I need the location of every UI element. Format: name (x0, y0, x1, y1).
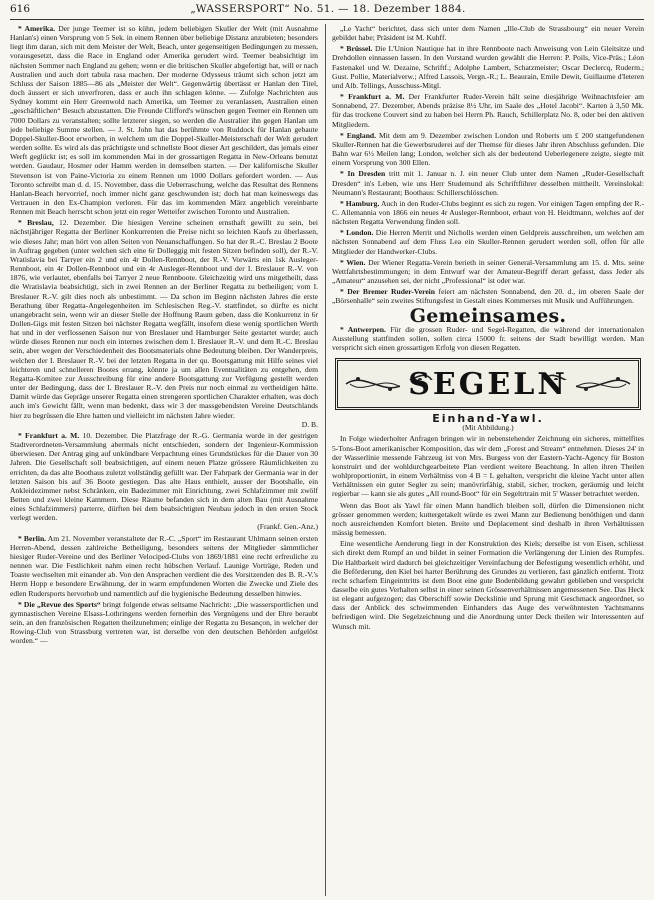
item-city: * Berlin. (18, 533, 47, 543)
section-heading-gemeinsames: Gemeinsames. (409, 304, 567, 327)
item-text: Auch in den Ruder-Clubs beginnt es sich zu regen. Vor einigen Tagen empfing der R.-C. Allemannia von 1866 ein neues 4r Ausleger-Rennboot, erbaut von H. Heidtmann, welches auf der nächsten Regatta Verwendung finden soll. (332, 198, 644, 227)
news-item-breslau (10, 218, 318, 429)
news-item-bremen (332, 287, 644, 305)
news-item-london (332, 228, 644, 255)
page-header (10, 3, 644, 20)
item-text: Die Herren Merrit und Nicholls werden einen Geldpreis ausschreiben, um welchen am nächsten Sonnabend auf dem Fluss Lea ein Skuller-Rennen gerudert werden soll, offen für alle Mitglieder der Handwerker-Clubs. (332, 228, 644, 256)
item-text: „Le Yacht“ berichtet, dass sich unter dem Namen „Ille-Club de Strassbourg“ ein neuer Verein gebildet habe; Präsident ist M. Kuhff. (332, 24, 644, 43)
item-city: * Die „Revue des Sports“ (18, 599, 101, 609)
news-item-bruessel (332, 44, 644, 90)
item-text: Die L'Union Nautique hat in ihre Rennboote nach Anweisung von Lein Gleitsitze und Drehdollen einnassen lassen. In den Vorstand wurden gewählt die Herren: P. Poils, Vice-Präs.; Léon Fastenakel und W. Dezaine, Schriftf.; Adolphe Lambert, Schatzmeister; Oscar Declercq, Ruderm.; Gust. Pollie, Materialverw.; Alfred Lassois, Vergn.-R.; L. Beaurain, Emile Dewit, Guillaume d'Ieteren und Alb. Tellings, Ausschuss-Mitgl. (332, 44, 644, 90)
item-city: * Amerika. (18, 24, 56, 33)
item-text: Der junge Teemer ist so kühn, jedem beliebigen Skuller der Welt (mit Ausnahme Hanlan's) einen Vorsprung von 5 Sek. in einem Rennen über beliebige Distanz anzubieten; besonders liegt ihm daran, sich mit dem Meister der Welt, Beach, unter gegenseitigen Bedingungen zu messen, vorausgesetzt, dass die Race in England oder Amerika gerudert wird. Teemer beabsichtigt im nächsten Sommer nach England zu gehen; wenn er die britischen Skuller abgefertigt hat, will er nach Australien und auch dort tabula rasa machen. Der moderne Odysseus träumt sich schon jetzt am Schluss der Saison 1885—86 als „Meister der Welt“. Gegenwärtig übertässt er Hanlan den Titel, doch äussert er sich unverfroren, dass er auch ihn schlagen könne. — Zufolge Nachrichten aus Sydney kommt ein Herr Greenwold nach Amerika, um Teemer zu veranlassen, Australien einen „geschäftlichen“ Besuch abzustatten. Die Freunde Clifford's wünschen gegen Teemer ein Rennen um 7000 Dollars zu veranstalten; sollte letzterer siegen, so werden die Australier ihn gegen Hanlan um jede beliebige Summe stellen. — J. St. John hat das berühmte von Ruddock für Hanlan gebaute Doppel-Skuller-Boot erworben, in welchem um die Doppel-Skuller-Meisterschaft der Welt gerudert werden sollte. Es wird als das prächtigste und schnellste Boot dieser Art geschildert, das jemals einer Werft geglückt ist; es soll im kommenden Mai in der grossartigen Regatta in New-Orleans benutzt werden. Gaudaur, Hosmer oder Hamm werden in demselben starten. — Der kalifornische Skuller Stevenson ist von Paine-Victoria zu einem Rennen um 1000 Dollars gefordert worden. — Aus Toronto schreibt man d. d. 15. November, dass die Ueberraschung, welche das Resultat des Rennens Hanlan-Beach hervorrief, noch immer nicht ganz geschwunden ist; doch hat man keineswegs das Vertrauen in den Ex-Champion verloren. Für das im kommenden März angeblich vereinbarte Rennen mit Beach herrscht schon jetzt ein reger Wetteifer zwischen Toronto und Australien. (10, 24, 318, 217)
item-city: * In Dresden (340, 169, 386, 179)
news-item-frankfurt-2 (332, 92, 644, 129)
item-city: * England. (340, 130, 377, 140)
article-title: Einhand-Yawl. (432, 412, 544, 426)
news-item-berlin (10, 534, 318, 598)
item-text: Für die grossen Ruder- und Segel-Regatten, die während der internationalen Ausstellung stattfinden sollen, sollen circa 15000 fr. seitens der Stadt bewilligt werden. Man verspricht sich einen grossartigen Erfolg von diesen Regatten. (332, 324, 644, 352)
article-subtitle: (Mit Abbildung.) (462, 423, 514, 433)
news-item-dresden (332, 169, 644, 196)
item-signature: D. B. (301, 419, 318, 429)
item-text: 10. Dezember. Die Platzfrage der R.-G. Germania wurde in der gestrigen Stadtverordneten-Versammlung abermals nicht entschieden, sondern der Ingenieur-Kommission überwiesen. Der Antrag ging auf unkündbare Verpachtung eines Grundstückes für die Dauer von 30 Jahren. Die Gesellschaft soll beabsichtigen, auf einem neuen Platze grössere Räumlichkeiten zu errichten, da das alte Boothaus zuletzt vollständig gefüllt war. Der Fahrpark der Germania war in der letzten Saison bis auf 36 Boote gestiegen. Das alte Haus enthielt, ausser der Bootshalle, ein Ankleidezimmer nebst Schränken, ein Badezimmer mit Einrichtung, zwei Schlafzimmer mit zwölf Betten und zwei kleine Kammern. Diese Räume befanden sich in dem alten Bau (mit Ausnahme eines Schlafzimmers) parterre, dürften bei dem beabsichtigten Neubau jedoch in den ersten Stock verlegt werden. (10, 430, 318, 523)
item-city: * Breslau, (18, 218, 54, 228)
item-text: Mit dem am 9. Dezember zwischen London und Roberts um £ 200 stattgefundenen Skuller-Rennen hat die Gewerbsruderei auf der Themse für dieses Jahr ihren Abschluss gefunden. Die Bahn war 6½ Meilen lang; London, welcher sich als der bedeutend Ueberlegenere zeigte, siegte mit einem Vorsprung von 300 Ellen. (332, 130, 644, 168)
article-paragraph: Eine wesentliche Aenderung liegt in der Konstruktion des Kiels; derselbe ist von Eisen, schliesst sich direkt dem Rumpf an und bildet in seiner Formation die Verlängerung der Linien des Rumpfes. Die Haltbarkeit wird dadurch bei gleichzeitiger Vereinfachung der Befestigung wesentlich erhöht, und die Beförderung, den Kiel bei harter Berührung des Grundes zu verlieren, fast gänzlich entfernt. Trotz recht scharfem Eingeinttritts ist dem Boot eine gute Bodenbildung gewahrt geblieben und verspricht dasselbe ein gutes Verhalten selbst in einer seinen Grössenverhältnissen angemessenen See. Das Heck ist elegant aufgezogen; das Oberschiff sowie Deckslinie und Sprung mit Geschmack angeordnet, so dass der Anblick des schwimmenden Einhanders das Auge des verwöhntesten Yachtsmanns befriedigen wird. Die Segelzeichnung und die Anordnung unter Deck theilen wir Interessenten auf Wunsch mit. (332, 539, 644, 631)
item-city: * Hamburg. (340, 198, 380, 208)
item-text: Am 21. November veranstaltete der R.-C. „Sport“ im Restaurant Uhlmann seinen ersten Herren-Abend, dessen zahlreiche Betheiligung, besonders seitens der Mitglieder sämmtlicher hiesiger Ruder-Vereine und des Berliner Velociped-Clubs von 1869/1881 eine recht erfreuliche zu nennen war. Die Festlichkeit nahm einen recht hübschen Verlauf. Launige Vorträge, Reden und Toaste wechselten mit einander ab. Von den Ansprachen verdient die des Vorsitzenden des B. R.-V.'s Herrn Hopp e besondere Erwähnung, der in warm empfundenen Worten die Zwecke und Ziele des edlen Rudersports hervorhob und namentlich auf die hygienische Bedeutung desselben hinwies. (10, 533, 318, 598)
item-text: feiert am nächsten Sonnabend, den 20. d., im oberen Saale der „Börsenhalle“ sein zweites Stiftungsfest in Gestalt eines Kommerses mit Musik und Aufführungen. (332, 287, 644, 306)
item-signature: (Frankf. Gen.-Anz.) (257, 522, 318, 532)
right-column (332, 24, 644, 896)
news-item-hamburg (332, 199, 644, 226)
item-city: * Frankfurt a. M. (18, 430, 80, 440)
page-number: 616 (10, 3, 31, 15)
news-item-antwerpen (332, 325, 644, 352)
item-city: * Frankfurt a. M. (340, 92, 405, 102)
article-paragraph: In Folge wiederholter Anfragen bringen wir in nebenstehender Zeichnung ein sicheres, mittelfites 5-Tons-Boot amerikanischer Komposition, das wir dem „Forest and Stream“ entnehmen. Dieses 24' in der Wasserlinie messende Fahrzeug ist von Mrs. Burgess von der Eastern-Yacht-Agency für Boston konstruirt und der wohldurchgearbeitete Plan verdient weitere Beachtung. In allen ihren Theilen wohlproportionirt, in einem Verhältniss von 4 B = L gehalten, verspricht die kleine Yacht unter allen Verhältnissen ein guter Segler zu sein; manövrirfähig, stabil, sicher, trocken, geräumig und leicht regierbar — kann sie als gutes „All round-Boot“ für ein Segeltrtrain mit 5' Wasser betrachtet werden. (332, 434, 644, 499)
news-item-revue (10, 600, 318, 646)
item-city: * Antwerpen. (340, 324, 386, 334)
news-item-wien (332, 258, 644, 285)
article-paragraph: Wenn das Boot als Yawl für einen Mann handlich bleiben soll, dürfen die Dimensionen nicht grösser genommen werden; kuttergetakelt würde es zwei Mann zur Bedienung benöthigen und dann noch ausreichenden Komfort bieten. Breite und Deplacement sind deshalb in ihren Verhältnissen mässig bemessen. (332, 500, 644, 538)
news-item-le-yacht (332, 24, 644, 42)
item-city: * Wien. (340, 257, 366, 267)
item-text: 12. Dezember. Die hiesigen Vereine scheinen ernsthaft gewillt zu sein, bei nächstjähriger Regatta der Berliner Konkurrenten die Preise nicht so leichten Kaufs zu überlassen, wie dieses Jahr; man hört von allen Seiten von Neuanschaffungen. So hat der R.-C. Breslau 2 Boote in Auftrag gegeben (unter welchen sich eine 6r Dolleggig mit festen Sitzen befinden soll), der R.-V. Wratislavia bei Tarryer ein 2 und ein 4r Dollen-Rennboot, der R.-V. Vorwärts ein 1sk Ausleger-Rennboot, ein 4r Dollen-Rennboot und ein 4r Ausleger-Rennboot und der I. Breslauer R.-V. von 1876, wie verlautet, ebenfalls bei Tarryer 2 neue Rennboote. Gleichzeitig wird uns mitgetheilt, dass die Wratislavia beabsichtigt, sich in zwei Rennen an der Berliner Regatta zu betheiligen; vom I. Breslauer R.-V. gilt dies noch als unbestimmt. — Da schon im Beginn nächsten Jahres die erste Berathung über Regatta-Angelegenheiten im Schlesischen Reg.-V. stattfindet, so dürfte es nicht unangebracht sein, wenn wir an dieser Stelle der Hoffnung Raum geben, dass die Konkurrenz in 6r Dollen-Gigs mit festen Sitzen bei nächster Regatta wegfällt, insofern diese wenig sportlichen Werth hat und in der verflossenen Saison nur von Breslauer und Hamburger Seite gestartet wurde; auch würde dieses Rennen nur noch ein internes zwischen dem I. Breslauer R.-V. und dem R.-C. Breslau sein, aber wegen der Verschiedenheit des Bootsmaterials ohne Bedeutung bleiben. Der Wanderpreis, welchen der I. Breslauer R.-V. bei der letzten Regatta in der qu. Bootsgattung mit Hilfe seines viel leichteren und schnelleren Bootes errang, könnte ja um allen Eventualitäten zu entgehen, dem Regatta-Komitee zur Ausschreibung für eine andere Bootsgattung zur Verfügung gestellt werden unter der Bedingung, dass der I. Breslauer R.-V. den Preis nur noch einmal zu vertheidigen hätte. Damit würde das Gepräge unserer Regatta einen strengeren sportlichen Charakter erhalten, was doch auch im's Gewicht fällt, wenn man bedenkt, dass wir 3 der massgebendsten Vereine Deutschlands hier zu begrüssen die Ehre hatten und vielleicht im nächsten Jahre wieder. (10, 218, 318, 420)
item-city: * Der Bremer Ruder-Verein (340, 287, 436, 297)
news-item-england (332, 131, 644, 168)
left-column (10, 24, 318, 896)
segeln-section-banner (335, 358, 641, 410)
item-text: tritt mit 1. Januar n. J. ein neuer Club unter dem Namen „Ruder-Gesellschaft Dresden“ in's Leben, wie uns Herr Studemund als Schriftführer desselben mittheilt. Vereinslokal: Neumann's Restaurant; Boothaus: Schillerschlösschen. (332, 169, 644, 197)
news-item-frankfurt (10, 431, 318, 532)
item-text: Der Wiener Regatta-Verein berieth in seiner General-Versammlung am 15. d. Mts. seine Wettfahrtsbestimmungen; in dem Entwurf war der Amateur-Begriff derart gefasst, dass Jeder als „Amateur“ anzusehen sei, der nicht „Professional“ ist oder war. (332, 257, 644, 286)
item-city: * London. (340, 228, 374, 238)
column-divider (325, 24, 326, 896)
news-item-amerika (10, 24, 318, 216)
item-city: * Brüssel. (340, 44, 373, 54)
item-text: bringt folgende etwas seltsame Nachricht: „Die wassersportlichen und gymnastischen Vereine Elsass-Lothringens werden fernerhin des Vergnügens und der Ehre beraubt sein, an den französischen Regatten theilzunehmen; einlige der Regatta zu Besançon, in welcher der Rowing-Club von Strassburg vertreten war, ist derselbe von den deutschen Behörden aufgelöst worden.“ — (10, 599, 318, 646)
banner-title: SEGELN (400, 380, 576, 389)
item-text: Der Frankfurter Ruder-Verein hält seine diesjährige Weihnachtsfeier am Sonnabend, 27. Dezember, Abends präzise 8½ Uhr, im Saale des „Hotel Jacobi“. Karten à 3,50 Mk. für das trockene Couvert sind zu haben bei Herrn Ph. Rauch, Schillerplatz No. 8, oder bei den aktiven Mitgliedern. (332, 92, 644, 129)
publication-line: „WASSERSPORT“ No. 51. — 18. Dezember 1884. (190, 3, 466, 15)
